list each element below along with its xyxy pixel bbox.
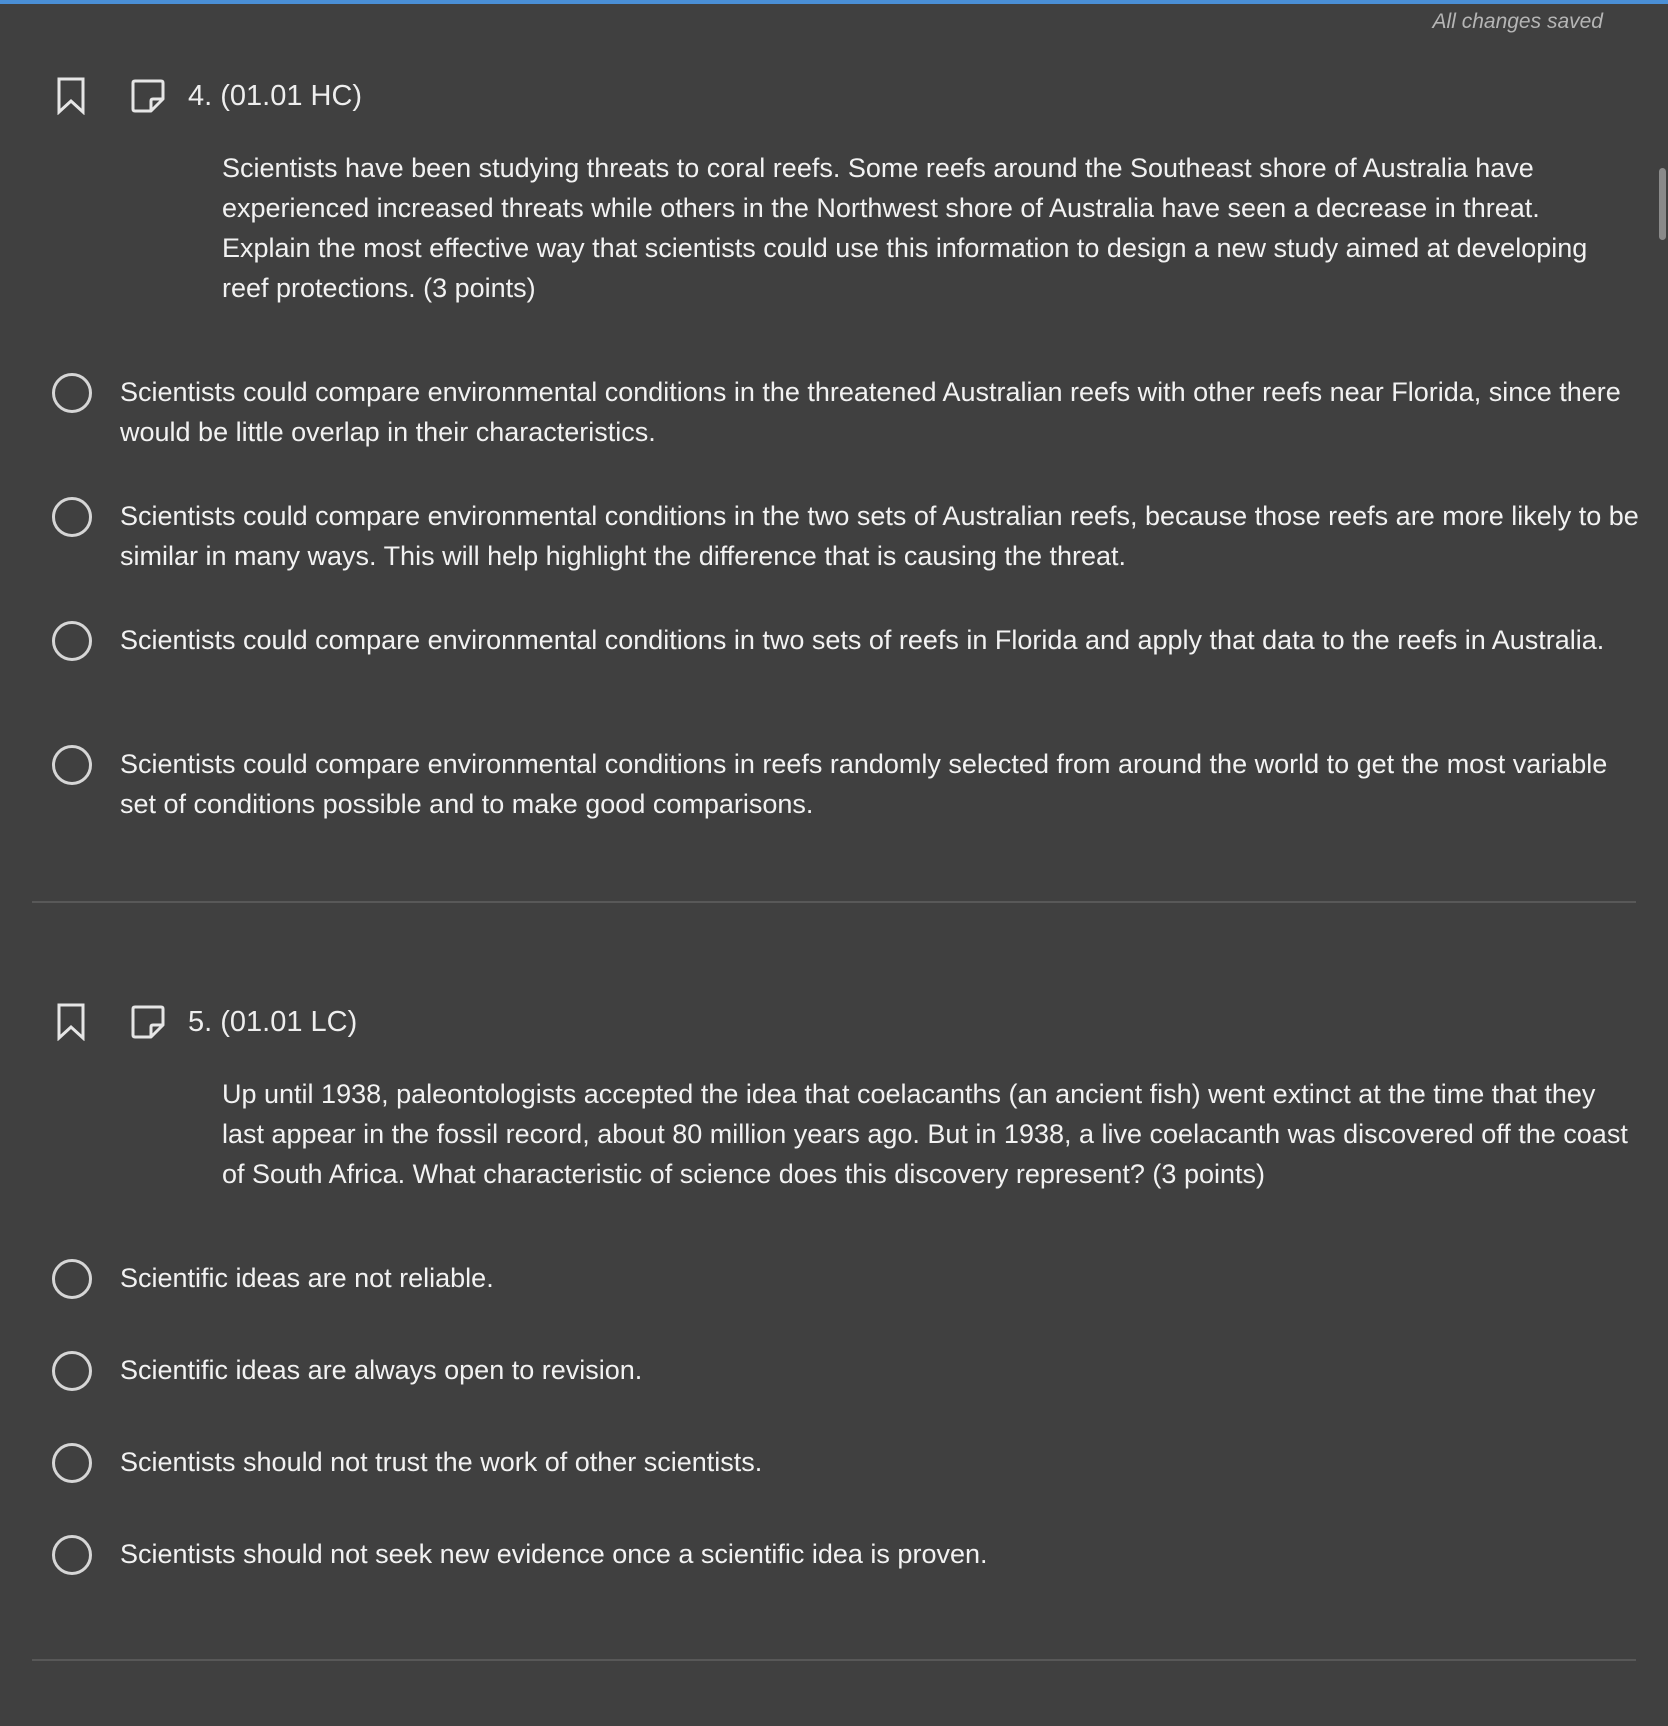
bookmark-icon[interactable] bbox=[56, 1003, 86, 1041]
choice-text[interactable]: Scientists should not seek new evidence once a scientific idea is proven. bbox=[120, 1539, 988, 1569]
choice-text[interactable]: Scientists could compare environmental conditions in reefs randomly selected from around the world to get the most variable set of conditions possible and to make good comparisons. bbox=[120, 749, 1608, 819]
question-divider bbox=[32, 901, 1636, 903]
choice-text[interactable]: Scientists should not trust the work of other scientists. bbox=[120, 1447, 763, 1477]
radio-button[interactable] bbox=[52, 373, 92, 413]
answer-choice[interactable] bbox=[52, 372, 1642, 452]
scrollbar-thumb[interactable] bbox=[1659, 168, 1666, 240]
choice-text[interactable]: Scientific ideas are not reliable. bbox=[120, 1263, 494, 1293]
answer-choice[interactable] bbox=[52, 744, 1642, 824]
question-prompt: Scientists have been studying threats to coral reefs. Some reefs around the Southeast shore of Australia have experienced increased threats while others in the Northwest shore of Australia have seen a decrease in threat. Explain the most effective way that scientists could use this information to design a new study aimed at developing reef protections. (3 points) bbox=[222, 153, 1588, 303]
answer-choice[interactable] bbox=[52, 496, 1642, 576]
question-header bbox=[56, 74, 362, 118]
question-number: 5. (01.01 LC) bbox=[188, 1005, 358, 1038]
bookmark-icon[interactable] bbox=[56, 77, 86, 115]
question-header bbox=[56, 1000, 357, 1044]
note-icon[interactable] bbox=[130, 1004, 166, 1040]
save-status: All changes saved bbox=[1432, 10, 1603, 33]
note-icon[interactable] bbox=[130, 78, 166, 114]
question-number: 4. (01.01 HC) bbox=[188, 79, 363, 112]
answer-choice[interactable] bbox=[52, 1442, 1642, 1483]
radio-button[interactable] bbox=[52, 1351, 92, 1391]
answer-choice[interactable] bbox=[52, 1350, 1642, 1391]
top-accent-bar bbox=[0, 0, 1668, 4]
radio-button[interactable] bbox=[52, 497, 92, 537]
radio-button[interactable] bbox=[52, 745, 92, 785]
radio-button[interactable] bbox=[52, 1535, 92, 1575]
choice-text[interactable]: Scientists could compare environmental conditions in two sets of reefs in Florida and apply that data to the reefs in Australia. bbox=[120, 625, 1605, 655]
question-divider bbox=[32, 1659, 1636, 1661]
answer-choice[interactable] bbox=[52, 620, 1642, 661]
radio-button[interactable] bbox=[52, 621, 92, 661]
answer-choice[interactable] bbox=[52, 1258, 1642, 1299]
question-prompt: Up until 1938, paleontologists accepted the idea that coelacanths (an ancient fish) went extinct at the time that they last appear in the fossil record, about 80 million years ago. But in 1938, a live coelacanth was discovered off the coast of South Africa. What characteristic of science does this discovery represent? (3 points) bbox=[222, 1079, 1628, 1189]
choice-text[interactable]: Scientific ideas are always open to revision. bbox=[120, 1355, 643, 1385]
radio-button[interactable] bbox=[52, 1443, 92, 1483]
radio-button[interactable] bbox=[52, 1259, 92, 1299]
answer-choice[interactable] bbox=[52, 1534, 1642, 1575]
choice-text[interactable]: Scientists could compare environmental conditions in the threatened Australian reefs with other reefs near Florida, since there would be little overlap in their characteristics. bbox=[120, 377, 1621, 447]
choice-text[interactable]: Scientists could compare environmental conditions in the two sets of Australian reefs, because those reefs are more likely to be similar in many ways. This will help highlight the difference that is causing the threat. bbox=[120, 501, 1639, 571]
